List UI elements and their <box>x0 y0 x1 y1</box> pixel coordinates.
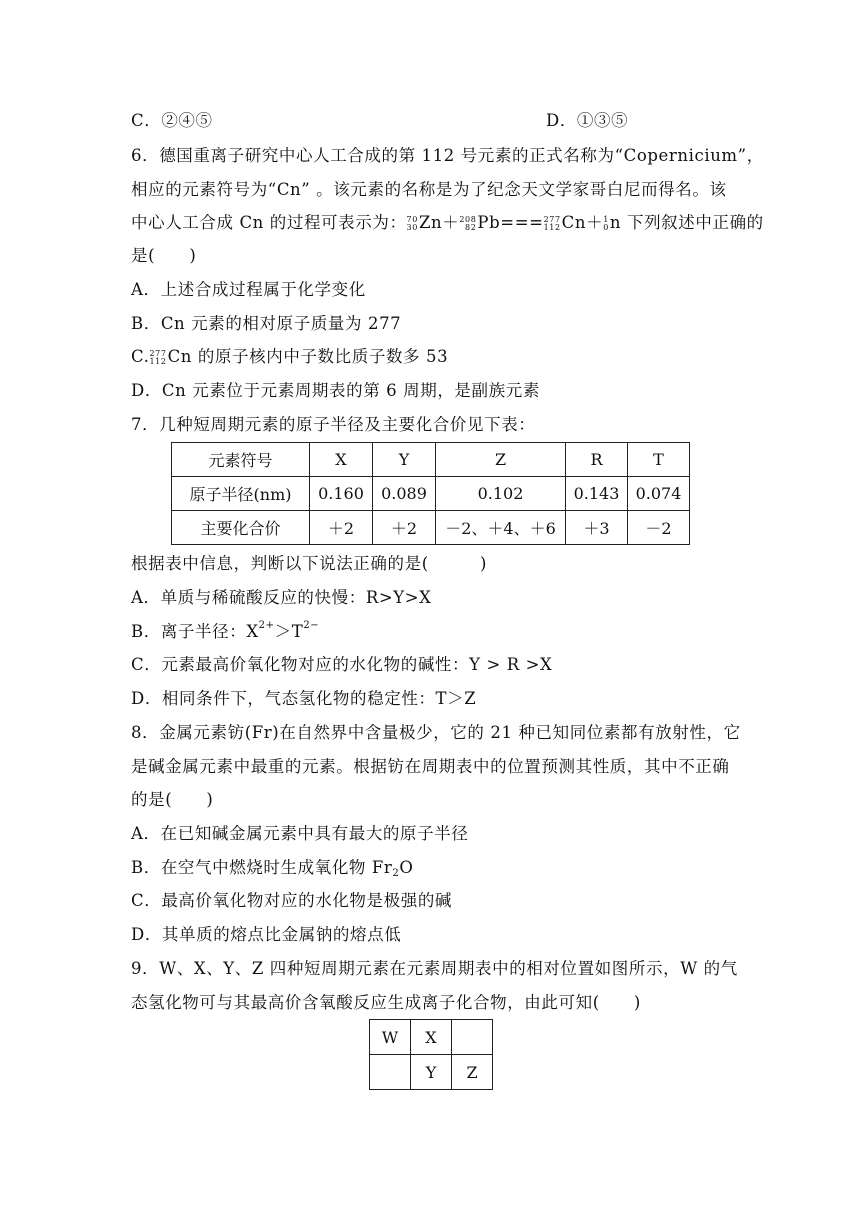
table-cell: 0.074 <box>628 477 690 511</box>
q6-stem-line2: 相应的元素符号为“Cn” 。该元素的名称是为了纪念天文学家哥白尼而得名。该 <box>131 180 727 199</box>
neutron-symbol: n 下列叙述中正确的 <box>609 213 764 232</box>
table-cell: 0.102 <box>436 477 566 511</box>
table-cell: 原子半径(nm) <box>172 477 310 511</box>
table-cell: 0.143 <box>566 477 628 511</box>
table-cell: R <box>566 443 628 477</box>
grid-cell <box>370 1055 411 1090</box>
q7-stem: 7．几种短周期元素的原子半径及主要化合价见下表： <box>131 415 536 434</box>
table-cell: 0.089 <box>373 477 436 511</box>
q6-option-a: A．上述合成过程属于化学变化 <box>131 280 366 299</box>
table-cell: ＋2 <box>373 511 436 545</box>
table-row <box>172 511 690 545</box>
grid-cell: W <box>370 1020 411 1055</box>
grid-cell: Z <box>452 1055 493 1090</box>
table-cell: －2 <box>628 511 690 545</box>
q7-option-b-text: B．离子半径：X <box>131 622 259 641</box>
q7-option-a: A．单质与稀硫酸反应的快慢：R>Y>X <box>131 588 432 607</box>
table-cell: ＋2 <box>310 511 373 545</box>
table-row <box>172 477 690 511</box>
table-cell: T <box>628 443 690 477</box>
pb-symbol: Pb=== <box>477 213 544 232</box>
cn-option-nuclide-numbers: 277 112 <box>149 348 167 366</box>
q6-option-c <box>131 346 448 368</box>
neutron-numbers: 1 0 <box>603 214 609 232</box>
q8-option-a: A．在已知碱金属元素中具有最大的原子半径 <box>131 824 469 843</box>
table-cell: X <box>310 443 373 477</box>
q9-position-grid <box>369 1019 493 1090</box>
q5-options <box>131 110 629 132</box>
table-cell: Z <box>436 443 566 477</box>
q8-stem-line2: 是碱金属元素中最重的元素。根据钫在周期表中的位置预测其性质，其中不正确 <box>131 757 730 776</box>
q9-stem-line2: 态氢化物可与其最高价含氧酸反应生成离子化合物，由此可知( ) <box>131 993 641 1012</box>
q6-stem-line4: 是( ) <box>131 246 197 265</box>
q6-option-d: D．Cn 元素位于元素周期表的第 6 周期，是副族元素 <box>131 381 540 400</box>
q8-option-d: D．其单质的熔点比金属钠的熔点低 <box>131 925 402 944</box>
q7-option-c: C．元素最高价氧化物对应的水化物的碱性：Y > R >X <box>131 655 553 674</box>
q8-option-b-post: O <box>399 858 414 877</box>
grid-cell <box>452 1020 493 1055</box>
q8-option-b-text: B．在空气中燃烧时生成氧化物 Fr <box>131 858 393 877</box>
zn-symbol: Zn＋ <box>418 213 460 232</box>
cn-nuclide-numbers: 277 112 <box>543 214 561 232</box>
pb-nuclide-numbers: 208 82 <box>459 214 477 232</box>
q8-option-c: C．最高价氧化物对应的水化物是极强的碱 <box>131 891 453 910</box>
formula-subscript: 2 <box>392 868 400 879</box>
table-cell: 0.160 <box>310 477 373 511</box>
q5-option-c: C．②④⑤ <box>131 111 213 130</box>
table-cell: ＋3 <box>566 511 628 545</box>
table-cell: Y <box>373 443 436 477</box>
table-cell: 主要化合价 <box>172 511 310 545</box>
q6-option-c-text: Cn 的原子核内中子数比质子数多 53 <box>167 347 449 366</box>
table-cell: 元素符号 <box>172 443 310 477</box>
q7-question: 根据表中信息，判断以下说法正确的是( ) <box>131 554 488 573</box>
q5-option-d: D．①③⑤ <box>546 111 629 130</box>
q7-option-b <box>131 621 319 643</box>
q8-option-b <box>131 857 414 879</box>
q6-stem3-text: 中心人工合成 Cn 的过程可表示为： <box>131 213 407 232</box>
q6-option-c-label: C. <box>131 347 150 366</box>
q6-stem-line3 <box>131 212 764 234</box>
table-row <box>370 1020 493 1055</box>
grid-cell: Y <box>411 1055 452 1090</box>
table-row <box>172 443 690 477</box>
q6-stem-line1: 6．德国重离子研究中心人工合成的第 112 号元素的正式名称为“Copernicium”， <box>131 146 764 165</box>
q8-stem-line1: 8．金属元素钫(Fr)在自然界中含量极少，它的 21 种已知同位素都有放射性，它 <box>131 723 741 742</box>
q6-option-b: B．Cn 元素的相对原子质量为 277 <box>131 314 402 333</box>
q7-element-table <box>171 442 690 545</box>
cn-symbol: Cn＋ <box>561 213 604 232</box>
charge-superscript: 2+ <box>258 620 275 631</box>
table-cell: －2、＋4、＋6 <box>436 511 566 545</box>
q9-stem-line1: 9．W、X、Y、Z 四种短周期元素在元素周期表中的相对位置如图所示，W 的气 <box>131 959 738 978</box>
q7-option-b-mid: ＞T <box>274 622 304 641</box>
q7-option-d: D．相同条件下，气态氢化物的稳定性：T＞Z <box>131 689 477 708</box>
grid-cell: X <box>411 1020 452 1055</box>
charge-superscript: 2− <box>303 620 320 631</box>
zn-nuclide-numbers: 70 30 <box>406 214 418 232</box>
q8-stem-line3: 的是( ) <box>131 790 214 809</box>
table-row <box>370 1055 493 1090</box>
